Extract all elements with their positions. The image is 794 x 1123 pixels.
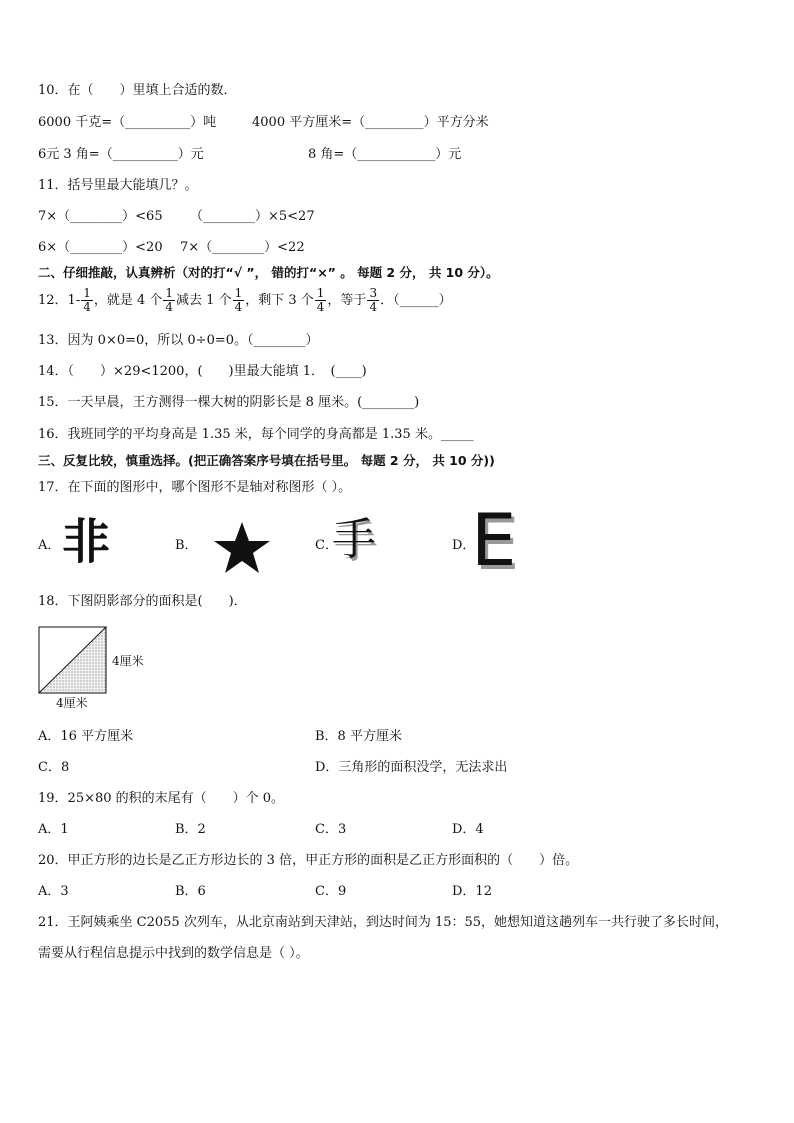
fraction-3-numerator: 1 [234,286,243,300]
q11-item-4: 7×（________）<22 [180,240,305,255]
section-3-heading: 三、反复比较，慎重选择。(把正确答案序号填在括号里。 每题 2 分， 共 10 分)) [38,453,495,468]
q18-option-b: B．8 平方厘米 [315,729,402,744]
fraction-1-denominator: 4 [83,300,91,314]
q18-option-c: C．8 [38,760,70,775]
q18-title: 18．下图阴影部分的面积是( )． [38,594,247,609]
fraction-2 [163,287,175,314]
fraction-1-numerator: 1 [83,286,91,300]
q10-item-1: 6000 千克=（__________）吨 [38,115,217,130]
fraction-5-numerator: 3 [369,286,378,300]
q19-title: 19．25×80 的积的末尾有（ ）个 0。 [38,791,285,806]
q17-label-c: C． [315,538,338,553]
q10-item-4: 8 角=（____________）元 [308,147,462,162]
fraction-3 [233,287,245,314]
q14: 14．（ ）×29<1200，( )里最大能填 1． (____) [38,364,367,379]
q17-title: 17．在下面的图形中，哪个图形不是轴对称图形（ ）。 [38,480,352,495]
q11-item-2: （________）×5<27 [190,209,315,224]
q20-option-b: B．6 [175,884,206,899]
q12-text-4: ，剩下 3 个 [245,293,314,308]
q10-item-2: 4000 平方厘米=（_________）平方分米 [252,115,489,130]
fraction-5-denominator: 4 [369,300,378,314]
q12-text-6: ．（______） [380,293,452,308]
option-c-glyph: 手 [332,514,376,565]
q19-option-b: B．2 [175,822,206,837]
q20-option-c: C．9 [315,884,347,899]
q11-item-3: 6×（________）<20 [38,240,163,255]
q15: 15．一天早晨，王方测得一棵大树的阴影长是 8 厘米。(________) [38,395,420,410]
q16: 16．我班同学的平均身高是 1.35 米，每个同学的身高都是 1.35 米。_____ [38,427,474,442]
option-d-glyph: E [471,498,517,582]
shaded-square-diagram [38,626,108,694]
q19-option-c: C．3 [315,822,347,837]
fraction-4-denominator: 4 [316,300,325,314]
q20-option-d: D．12 [452,884,492,899]
q17-label-a: A． [38,538,61,553]
q20-option-a: A．3 [38,884,69,899]
q19-option-d: D．4 [452,822,484,837]
q12-text-2: ，就是 4 个 [93,293,163,308]
q12-statement [38,287,452,315]
section-2-heading: 二、仔细推敲，认真辨析（对的打“√ ”， 错的打“×” 。 每题 2 分， 共 10 分）。 [38,265,499,280]
option-a-glyph: 非 [62,514,111,570]
q17-label-b: B． [175,538,198,553]
q12-text-5: ，等于 [327,293,367,308]
fraction-5 [367,287,379,314]
q19-option-a: A．1 [38,822,69,837]
q21-line-1: 21．王阿姨乘坐 C2055 次列车，从北京南站到天津站，到达时间为 15：55，她想知道这趟列车一共行驶了多长时间， [38,915,729,930]
q20-title: 20．甲正方形的边长是乙正方形边长的 3 倍，甲正方形的面积是乙正方形面积的（ ）倍。 [38,853,579,868]
fraction-4-numerator: 1 [316,286,325,300]
fraction-4 [315,287,327,314]
q12-text-1: 12．1- [38,293,81,308]
q21-line-2: 需要从行程信息提示中找到的数学信息是（ ）。 [38,946,309,961]
fraction-2-denominator: 4 [165,300,174,314]
q11-title: 11．括号里最大能填几？。 [38,178,198,193]
fraction-1 [81,287,93,314]
side-length-label: 4厘米 [112,654,144,668]
star-icon [212,522,272,574]
q18-option-d: D．三角形的面积没学，无法求出 [315,760,508,775]
q13: 13．因为 0×0=0，所以 0÷0=0。（________） [38,333,319,348]
q17-label-d: D． [452,538,476,553]
q12-text-3: 减去 1 个 [176,293,232,308]
q18-option-a: A．16 平方厘米 [38,729,134,744]
q11-item-1: 7×（________）<65 [38,209,163,224]
fraction-3-denominator: 4 [234,300,243,314]
q10-item-3: 6元 3 角=（__________）元 [38,147,204,162]
q10-title: 10．在（ ）里填上合适的数． [38,83,237,98]
bottom-length-label: 4厘米 [56,696,88,710]
fraction-2-numerator: 1 [165,286,174,300]
